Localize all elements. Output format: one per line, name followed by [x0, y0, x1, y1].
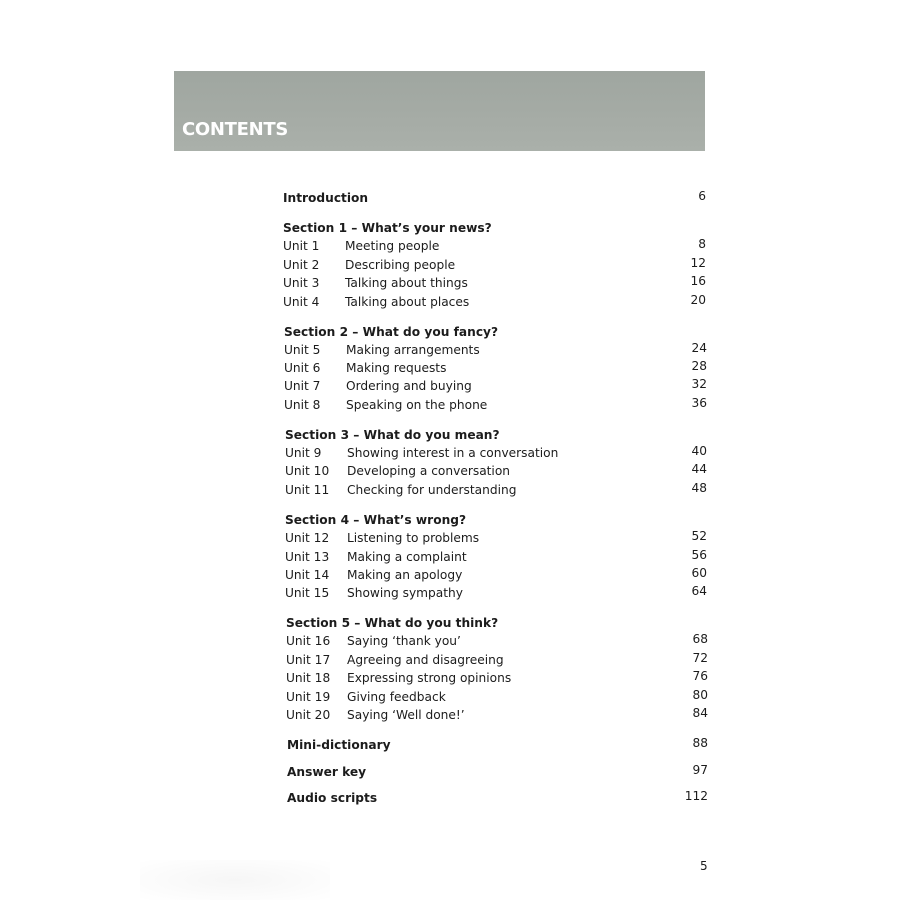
unit-number: Unit 11 — [285, 483, 330, 497]
toc-page-number: 32 — [691, 377, 707, 391]
toc-entry-unit-16[interactable] — [286, 632, 710, 650]
unit-number: Unit 13 — [285, 550, 330, 564]
unit-number: Unit 19 — [286, 690, 331, 704]
toc-entry-label: Mini-dictionary — [287, 738, 391, 752]
toc-page-number: 8 — [698, 237, 706, 251]
unit-number: Unit 8 — [284, 398, 321, 412]
toc-entry-unit-9[interactable] — [285, 444, 709, 462]
unit-title: Describing people — [345, 258, 456, 272]
unit-number: Unit 1 — [283, 239, 320, 253]
toc-page-number: 112 — [684, 789, 708, 803]
unit-title: Showing sympathy — [347, 586, 463, 600]
unit-number: Unit 2 — [283, 258, 320, 272]
toc-page-number: 80 — [692, 688, 708, 702]
toc-entry-unit-4[interactable] — [283, 293, 707, 311]
toc-page-number: 64 — [691, 584, 707, 598]
toc-entry-label: Answer key — [287, 765, 367, 779]
unit-number: Unit 16 — [286, 634, 331, 648]
unit-number: Unit 15 — [285, 586, 330, 600]
toc-page-number: 44 — [691, 462, 707, 476]
toc-page-number: 6 — [698, 189, 706, 203]
unit-number: Unit 7 — [284, 379, 321, 393]
toc-page-number: 36 — [691, 396, 707, 410]
unit-title: Making an apology — [347, 568, 463, 582]
section-heading: Section 4 – What’s wrong? — [285, 513, 467, 527]
unit-title: Talking about things — [345, 276, 468, 290]
toc-page-number: 16 — [690, 274, 706, 288]
unit-title: Listening to problems — [347, 531, 480, 545]
toc-entry-unit-2[interactable] — [283, 256, 707, 274]
section-heading: Section 2 – What do you fancy? — [284, 325, 499, 339]
toc-entry-unit-13[interactable] — [285, 548, 709, 566]
unit-number: Unit 18 — [286, 671, 331, 685]
toc-page-number: 88 — [692, 736, 708, 750]
unit-number: Unit 9 — [285, 446, 322, 460]
toc-page-number: 24 — [691, 341, 707, 355]
unit-number: Unit 17 — [286, 653, 331, 667]
toc-page-number: 68 — [692, 632, 708, 646]
toc-page-number: 12 — [690, 256, 706, 270]
toc-entry-unit-3[interactable] — [283, 274, 707, 292]
toc-entry-mini-dictionary[interactable] — [287, 736, 709, 754]
unit-title: Showing interest in a conversation — [347, 446, 559, 460]
toc-page-number: 52 — [691, 529, 707, 543]
unit-number: Unit 14 — [285, 568, 330, 582]
toc-page-number: 60 — [691, 566, 707, 580]
toc-page-number: 56 — [691, 548, 707, 562]
toc-entry-label: Introduction — [283, 191, 369, 205]
page-smudge — [140, 860, 330, 900]
unit-title: Expressing strong opinions — [347, 671, 512, 685]
toc-page-number: 20 — [690, 293, 706, 307]
toc-page-number: 48 — [691, 481, 707, 495]
unit-title: Making requests — [346, 361, 447, 375]
toc-entry-unit-17[interactable] — [286, 651, 710, 669]
toc-entry-unit-7[interactable] — [284, 377, 708, 395]
toc-entry-audio-scripts[interactable] — [287, 789, 709, 807]
toc-entry-unit-12[interactable] — [285, 529, 709, 547]
folio-page-number: 5 — [700, 859, 708, 873]
unit-number: Unit 12 — [285, 531, 330, 545]
unit-number: Unit 20 — [286, 708, 331, 722]
toc-entry-unit-5[interactable] — [284, 341, 708, 359]
toc-page-number: 97 — [692, 763, 708, 777]
unit-title: Checking for understanding — [347, 483, 517, 497]
unit-title: Giving feedback — [347, 690, 446, 704]
unit-title: Making a complaint — [347, 550, 467, 564]
unit-number: Unit 3 — [283, 276, 320, 290]
toc-entry-label: Audio scripts — [287, 791, 378, 805]
unit-title: Saying ‘thank you’ — [347, 634, 461, 648]
unit-title: Saying ‘Well done!’ — [347, 708, 465, 722]
toc-entry-unit-8[interactable] — [284, 396, 708, 414]
unit-title: Agreeing and disagreeing — [347, 653, 504, 667]
toc-entry-unit-19[interactable] — [286, 688, 710, 706]
section-heading: Section 1 – What’s your news? — [283, 221, 492, 235]
unit-title: Ordering and buying — [346, 379, 472, 393]
unit-title: Meeting people — [345, 239, 440, 253]
unit-title: Talking about places — [345, 295, 470, 309]
unit-number: Unit 10 — [285, 464, 330, 478]
toc-entry-unit-11[interactable] — [285, 481, 709, 499]
toc-entry-unit-18[interactable] — [286, 669, 710, 687]
section-heading: Section 3 – What do you mean? — [285, 428, 500, 442]
toc-page-number: 28 — [691, 359, 707, 373]
toc-page-number: 76 — [692, 669, 708, 683]
unit-number: Unit 4 — [283, 295, 320, 309]
toc-entry-unit-1[interactable] — [283, 237, 707, 255]
unit-title: Developing a conversation — [347, 464, 511, 478]
unit-number: Unit 5 — [284, 343, 321, 357]
toc-entry-answer-key[interactable] — [287, 763, 709, 781]
section-heading: Section 5 – What do you think? — [286, 616, 499, 630]
unit-number: Unit 6 — [284, 361, 321, 375]
toc-entry-unit-10[interactable] — [285, 462, 709, 480]
toc-entry-unit-20[interactable] — [286, 706, 710, 724]
unit-title: Speaking on the phone — [346, 398, 488, 412]
toc-page-number: 72 — [692, 651, 708, 665]
toc-entry-unit-14[interactable] — [285, 566, 709, 584]
toc-entry-unit-15[interactable] — [285, 584, 709, 602]
toc-entry-unit-6[interactable] — [284, 359, 708, 377]
toc-page-number: 40 — [691, 444, 707, 458]
unit-title: Making arrangements — [346, 343, 480, 357]
page-title: CONTENTS — [182, 119, 289, 140]
toc-page-number: 84 — [692, 706, 708, 720]
